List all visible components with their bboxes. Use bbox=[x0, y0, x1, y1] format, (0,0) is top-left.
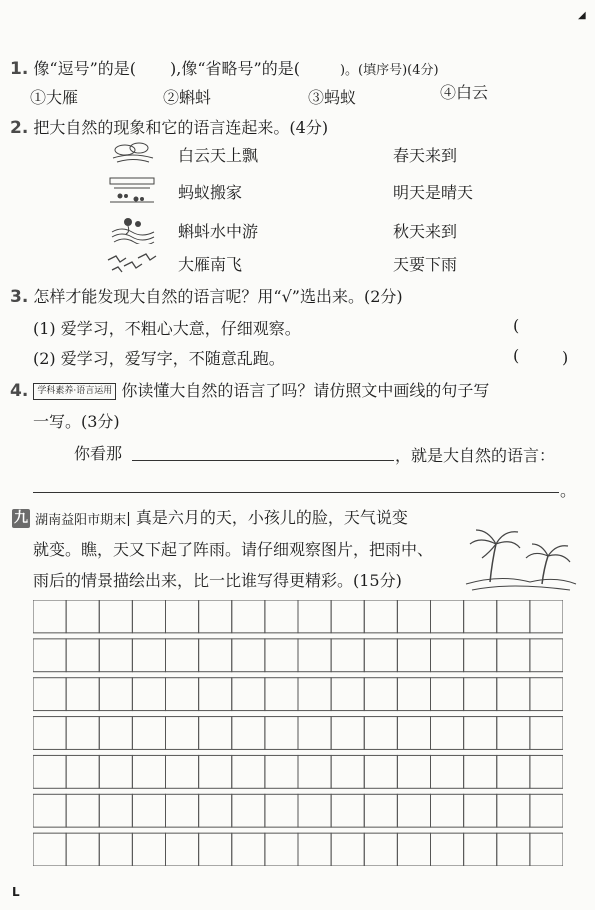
grid-cell[interactable] bbox=[331, 833, 364, 866]
q3-answer-2-open[interactable]: ( bbox=[513, 346, 520, 365]
grid-cell[interactable] bbox=[464, 717, 497, 750]
grid-cell[interactable] bbox=[66, 717, 99, 750]
geese-icon bbox=[106, 250, 158, 276]
q3 bbox=[10, 284, 403, 307]
grid-row bbox=[33, 639, 563, 672]
q4-tag: 学科素养·语言运用 bbox=[33, 383, 116, 400]
grid-cell[interactable] bbox=[33, 678, 66, 711]
grid-cell[interactable] bbox=[298, 755, 331, 788]
grid-cell[interactable] bbox=[397, 678, 430, 711]
q1-text-b: ),像“省略号”的是( bbox=[170, 59, 300, 78]
palm-island-icon bbox=[460, 522, 580, 594]
q9-line2: 就变。瞧，天又下起了阵雨。请仔细观察图片，把雨中、 bbox=[33, 540, 434, 559]
grid-cell[interactable] bbox=[431, 678, 464, 711]
q9-line3: 雨后的情景描绘出来，比一比谁写得更精彩。(15分) bbox=[33, 571, 402, 590]
q4 bbox=[10, 378, 489, 401]
grid-cell[interactable] bbox=[397, 639, 430, 672]
q2-text: 把大自然的现象和它的语言连起来。(4分) bbox=[33, 118, 329, 137]
grid-cell[interactable] bbox=[397, 600, 430, 633]
grid-cell[interactable] bbox=[530, 833, 563, 866]
q4-blank-2[interactable] bbox=[33, 492, 559, 493]
grid-cell[interactable] bbox=[497, 639, 530, 672]
grid-cell[interactable] bbox=[530, 678, 563, 711]
grid-cell[interactable] bbox=[232, 833, 265, 866]
grid-cell[interactable] bbox=[397, 717, 430, 750]
grid-cell[interactable] bbox=[265, 678, 298, 711]
grid-cell[interactable] bbox=[66, 600, 99, 633]
grid-cell[interactable] bbox=[497, 600, 530, 633]
grid-cell[interactable] bbox=[99, 678, 132, 711]
writing-grid[interactable] bbox=[33, 600, 563, 866]
grid-cell[interactable] bbox=[464, 755, 497, 788]
q1-text-c: )。(填序号)(4分) bbox=[339, 63, 439, 78]
grid-cell[interactable] bbox=[497, 717, 530, 750]
grid-cell[interactable] bbox=[33, 833, 66, 866]
grid-cell[interactable] bbox=[397, 794, 430, 827]
tadpole-icon bbox=[108, 214, 158, 244]
q1-option-1: ①大雁 bbox=[30, 88, 79, 107]
grid-cell[interactable] bbox=[331, 755, 364, 788]
grid-cell[interactable] bbox=[431, 639, 464, 672]
grid-cell[interactable] bbox=[364, 717, 397, 750]
grid-cell[interactable] bbox=[232, 717, 265, 750]
grid-cell[interactable] bbox=[166, 678, 199, 711]
grid-cell[interactable] bbox=[66, 833, 99, 866]
q1-number: 1. bbox=[10, 59, 29, 79]
q9-header: 九 湖南益阳市期末| 真是六月的天，小孩儿的脸，天气说变 bbox=[14, 508, 408, 528]
grid-cell[interactable] bbox=[99, 639, 132, 672]
grid-cell[interactable] bbox=[298, 639, 331, 672]
grid-cell[interactable] bbox=[132, 639, 165, 672]
grid-cell[interactable] bbox=[166, 794, 199, 827]
grid-cell[interactable] bbox=[530, 600, 563, 633]
grid-cell[interactable] bbox=[66, 794, 99, 827]
grid-cell[interactable] bbox=[99, 717, 132, 750]
grid-cell[interactable] bbox=[397, 833, 430, 866]
ants-icon bbox=[106, 174, 158, 206]
q2-number: 2. bbox=[10, 118, 29, 138]
grid-cell[interactable] bbox=[331, 678, 364, 711]
q4-line-start: 你看那 bbox=[74, 444, 123, 463]
q3-item-2: (2) 爱学习，爱写字，不随意乱跑。 bbox=[33, 349, 285, 368]
grid-cell[interactable] bbox=[232, 639, 265, 672]
cloud-icon bbox=[107, 138, 157, 166]
q9-source: 湖南益阳市期末 bbox=[35, 513, 127, 528]
q9-line1: 真是六月的天，小孩儿的脸，天气说变 bbox=[135, 508, 408, 527]
grid-cell[interactable] bbox=[265, 717, 298, 750]
q9-badge: 九 bbox=[14, 510, 28, 526]
grid-cell[interactable] bbox=[33, 755, 66, 788]
q1-option-2: ②蝌蚪 bbox=[163, 88, 212, 107]
q2-right-2: 明天是晴天 bbox=[393, 183, 474, 202]
q3-answer-1-open[interactable]: ( bbox=[513, 316, 520, 335]
grid-cell[interactable] bbox=[265, 755, 298, 788]
q4-end-mark: 。 bbox=[560, 481, 577, 500]
q2-left-4: 大雁南飞 bbox=[178, 255, 243, 274]
grid-cell[interactable] bbox=[199, 678, 232, 711]
grid-cell[interactable] bbox=[66, 678, 99, 711]
grid-cell[interactable] bbox=[298, 833, 331, 866]
grid-cell[interactable] bbox=[199, 600, 232, 633]
grid-row bbox=[33, 794, 563, 827]
corner-dot: ◢ bbox=[578, 10, 586, 21]
grid-cell[interactable] bbox=[166, 639, 199, 672]
grid-row bbox=[33, 833, 563, 866]
grid-cell[interactable] bbox=[132, 833, 165, 866]
grid-cell[interactable] bbox=[199, 717, 232, 750]
grid-cell[interactable] bbox=[132, 717, 165, 750]
grid-cell[interactable] bbox=[166, 600, 199, 633]
grid-cell[interactable] bbox=[232, 794, 265, 827]
grid-cell[interactable] bbox=[199, 639, 232, 672]
grid-cell[interactable] bbox=[199, 833, 232, 866]
grid-cell[interactable] bbox=[431, 600, 464, 633]
grid-row bbox=[33, 755, 563, 788]
grid-cell[interactable] bbox=[331, 600, 364, 633]
grid-cell[interactable] bbox=[232, 678, 265, 711]
grid-cell[interactable] bbox=[364, 755, 397, 788]
grid-row bbox=[33, 717, 563, 750]
grid-cell[interactable] bbox=[199, 755, 232, 788]
grid-cell[interactable] bbox=[331, 717, 364, 750]
grid-cell[interactable] bbox=[33, 639, 66, 672]
grid-cell[interactable] bbox=[497, 833, 530, 866]
grid-cell[interactable] bbox=[132, 755, 165, 788]
grid-cell[interactable] bbox=[530, 794, 563, 827]
grid-cell[interactable] bbox=[431, 717, 464, 750]
q4-text2: 一写。(3分) bbox=[33, 412, 120, 431]
corner-mark: L bbox=[12, 885, 20, 899]
grid-cell[interactable] bbox=[464, 600, 497, 633]
grid-cell[interactable] bbox=[166, 755, 199, 788]
grid-cell[interactable] bbox=[530, 755, 563, 788]
grid-cell[interactable] bbox=[265, 833, 298, 866]
q2 bbox=[10, 115, 328, 138]
q4-text: 你读懂大自然的语言了吗？请仿照文中画线的句子写 bbox=[121, 381, 490, 400]
grid-cell[interactable] bbox=[464, 639, 497, 672]
grid-cell[interactable] bbox=[265, 794, 298, 827]
grid-cell[interactable] bbox=[530, 717, 563, 750]
grid-cell[interactable] bbox=[364, 678, 397, 711]
q4-line-end: ，就是大自然的语言： bbox=[395, 446, 556, 465]
grid-cell[interactable] bbox=[66, 755, 99, 788]
grid-cell[interactable] bbox=[298, 600, 331, 633]
grid-cell[interactable] bbox=[132, 678, 165, 711]
grid-cell[interactable] bbox=[497, 755, 530, 788]
grid-cell[interactable] bbox=[199, 794, 232, 827]
grid-cell[interactable] bbox=[298, 678, 331, 711]
grid-cell[interactable] bbox=[298, 717, 331, 750]
grid-cell[interactable] bbox=[232, 755, 265, 788]
grid-row bbox=[33, 600, 563, 633]
q2-right-1: 春天来到 bbox=[393, 146, 458, 165]
q3-number: 3. bbox=[10, 287, 29, 307]
grid-cell[interactable] bbox=[265, 600, 298, 633]
grid-cell[interactable] bbox=[33, 600, 66, 633]
grid-cell[interactable] bbox=[99, 755, 132, 788]
grid-cell[interactable] bbox=[99, 794, 132, 827]
q2-right-3: 秋天来到 bbox=[393, 222, 458, 241]
grid-cell[interactable] bbox=[364, 794, 397, 827]
grid-cell[interactable] bbox=[132, 600, 165, 633]
grid-row bbox=[33, 678, 563, 711]
q3-answer-2-close: ) bbox=[562, 348, 569, 367]
q1-option-3: ③蚂蚁 bbox=[308, 88, 357, 107]
q2-right-4: 天要下雨 bbox=[393, 255, 458, 274]
q2-left-3: 蝌蚪水中游 bbox=[178, 222, 259, 241]
q3-text: 怎样才能发现大自然的语言呢？用“√”选出来。(2分) bbox=[33, 287, 403, 306]
grid-cell[interactable] bbox=[464, 794, 497, 827]
grid-cell[interactable] bbox=[166, 833, 199, 866]
grid-cell[interactable] bbox=[331, 794, 364, 827]
grid-cell[interactable] bbox=[464, 833, 497, 866]
grid-cell[interactable] bbox=[265, 639, 298, 672]
q2-left-2: 蚂蚁搬家 bbox=[178, 183, 243, 202]
grid-cell[interactable] bbox=[431, 794, 464, 827]
grid-cell[interactable] bbox=[397, 755, 430, 788]
grid-cell[interactable] bbox=[431, 833, 464, 866]
grid-cell[interactable] bbox=[99, 600, 132, 633]
q1-option-4: ④白云 bbox=[440, 83, 489, 102]
grid-cell[interactable] bbox=[99, 833, 132, 866]
grid-cell[interactable] bbox=[464, 678, 497, 711]
grid-cell[interactable] bbox=[298, 794, 331, 827]
q4-blank-1[interactable] bbox=[132, 460, 394, 461]
q1-text-a: 像“逗号”的是( bbox=[33, 59, 136, 78]
grid-cell[interactable] bbox=[166, 717, 199, 750]
grid-cell[interactable] bbox=[66, 639, 99, 672]
grid-cell[interactable] bbox=[364, 600, 397, 633]
q3-item-1: (1) 爱学习，不粗心大意，仔细观察。 bbox=[33, 319, 301, 338]
grid-cell[interactable] bbox=[132, 794, 165, 827]
grid-cell[interactable] bbox=[33, 717, 66, 750]
grid-cell[interactable] bbox=[364, 639, 397, 672]
grid-cell[interactable] bbox=[431, 755, 464, 788]
grid-cell[interactable] bbox=[530, 639, 563, 672]
q4-number: 4. bbox=[10, 381, 29, 401]
grid-cell[interactable] bbox=[497, 678, 530, 711]
grid-cell[interactable] bbox=[497, 794, 530, 827]
grid-cell[interactable] bbox=[331, 639, 364, 672]
grid-cell[interactable] bbox=[364, 833, 397, 866]
grid-cell[interactable] bbox=[232, 600, 265, 633]
grid-cell[interactable] bbox=[33, 794, 66, 827]
q1 bbox=[10, 56, 439, 79]
q2-left-1: 白云天上飘 bbox=[178, 146, 259, 165]
